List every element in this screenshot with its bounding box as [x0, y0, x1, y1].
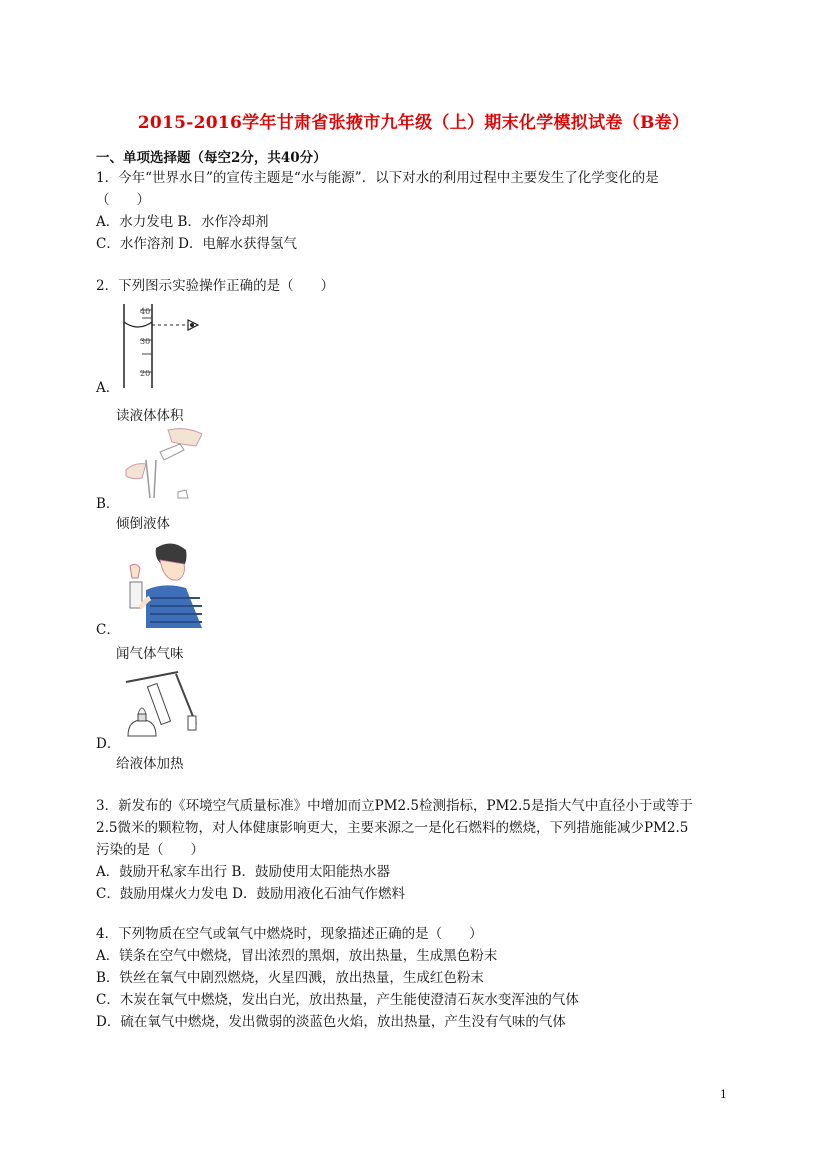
q2-stem: 2．下列图示实验操作正确的是（ ） — [96, 278, 335, 294]
q2-option-c-caption: 闻气体气味 — [116, 646, 184, 662]
q2-option-a-letter: A． — [96, 380, 120, 396]
q1-stem: 1．今年“世界水日”的宣传主题是“水与能源”．以下对水的利用过程中主要发生了化学变化的是 — [96, 170, 659, 186]
q4-option-d: D．硫在氧气中燃烧，发出微弱的淡蓝色火焰，放出热量，产生没有气味的气体 — [96, 1014, 566, 1030]
q2-option-b-letter: B． — [96, 496, 120, 512]
q1-stem-paren: （ ） — [96, 192, 150, 208]
pouring-liquid-figure — [116, 424, 206, 502]
q1-options-cd: C．水作溶剂 D．电解水获得氢气 — [96, 236, 297, 252]
q2-option-b-caption: 倾倒液体 — [116, 516, 170, 532]
tick-label-40: 40 — [140, 307, 151, 316]
q3-options-cd: C．鼓励用煤火力发电 D．鼓励用液化石油气作燃料 — [96, 886, 405, 902]
heating-liquid-figure — [116, 666, 206, 746]
q2-option-c-letter: C． — [96, 622, 120, 638]
section-heading: 一、单项选择题（每空2分，共40分） — [96, 150, 327, 166]
q2-option-a-caption: 读液体体积 — [116, 408, 184, 424]
q4-option-c: C．木炭在氧气中燃烧，发出白光，放出热量，产生能使澄清石灰水变浑浊的气体 — [96, 992, 579, 1008]
page-number: 1 — [720, 1088, 727, 1101]
q4-option-a: A．镁条在空气中燃烧，冒出浓烈的黑烟，放出热量，生成黑色粉末 — [96, 948, 498, 964]
q3-stem-line3: 污染的是（ ） — [96, 842, 204, 858]
smelling-gas-figure — [116, 538, 208, 630]
q1-options-ab: A．水力发电 B．水作冷却剂 — [96, 214, 269, 230]
tick-label-30: 30 — [140, 337, 151, 346]
page-title: 2015-2016学年甘肃省张掖市九年级（上）期末化学模拟试卷（B卷） — [137, 113, 690, 133]
q4-stem: 4．下列物质在空气或氧气中燃烧时，现象描述正确的是（ ） — [96, 926, 483, 942]
q4-option-b: B．铁丝在氧气中剧烈燃烧，火星四溅，放出热量，生成红色粉末 — [96, 970, 484, 986]
q3-stem-line2: 2.5微米的颗粒物，对人体健康影响更大，主要来源之一是化石燃料的燃烧，下列措施能减少PM2.5 — [96, 820, 689, 836]
q2-option-d-letter: D． — [96, 736, 121, 752]
q3-options-ab: A．鼓励开私家车出行 B．鼓励使用太阳能热水器 — [96, 864, 390, 880]
tick-label-20: 20 — [140, 369, 151, 378]
q3-stem-line1: 3．新发布的《环境空气质量标准》中增加而立PM2.5检测指标，PM2.5是指大气中直径小于或等于 — [96, 798, 693, 814]
cylinder-reading-figure — [116, 300, 216, 392]
q2-option-d-caption: 给液体加热 — [116, 756, 184, 772]
